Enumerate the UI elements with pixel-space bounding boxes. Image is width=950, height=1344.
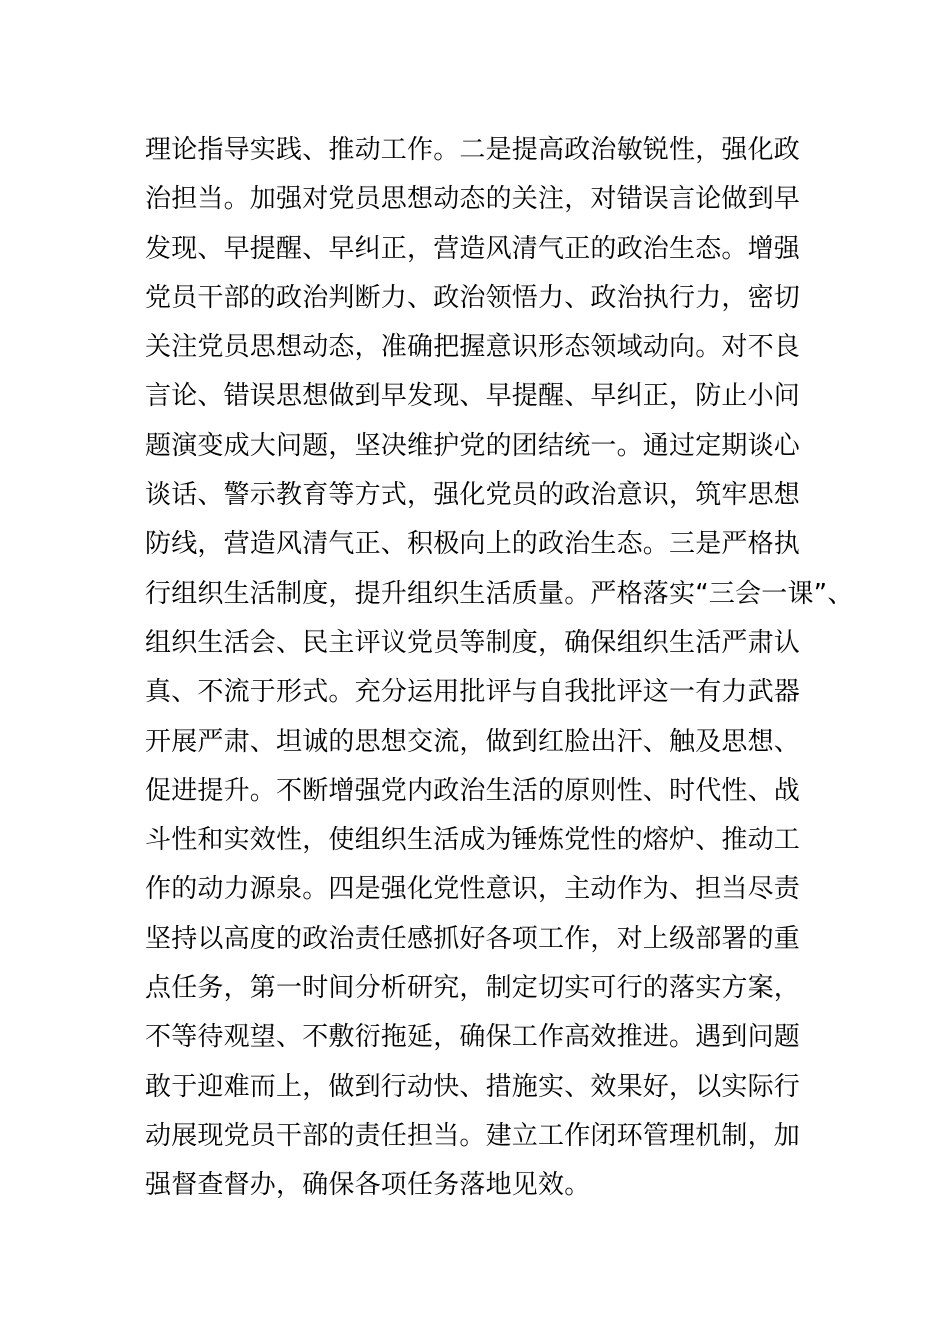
text-line: 组织生活会、民主评议党员等制度，确保组织生活严肃认 (145, 627, 801, 658)
text-line: 开展严肃、坦诚的思想交流，做到红脸出汗、触及思想、 (145, 726, 801, 757)
text-line: 点任务，第一时间分析研究，制定切实可行的落实方案， (145, 973, 801, 1004)
text-line: 不等待观望、不敷衍拖延，确保工作高效推进。遇到问题 (145, 1022, 801, 1053)
text-line: 发现、早提醒、早纠正，营造风清气正的政治生态。增强 (145, 233, 801, 264)
text-line: 党员干部的政治判断力、政治领悟力、政治执行力，密切 (145, 282, 801, 313)
text-line: 斗性和实效性，使组织生活成为锤炼党性的熔炉、推动工 (145, 825, 801, 856)
text-line: 敢于迎难而上，做到行动快、措施实、效果好，以实际行 (145, 1071, 801, 1102)
text-line: 关注党员思想动态，准确把握意识形态领域动向。对不良 (145, 332, 801, 363)
text-line: 行组织生活制度，提升组织生活质量。严格落实“三会一课”、 (145, 578, 854, 609)
text-line: 防线，营造风清气正、积极向上的政治生态。三是严格执 (145, 529, 801, 560)
text-line: 作的动力源泉。四是强化党性意识，主动作为、担当尽责 (145, 874, 801, 905)
text-line: 真、不流于形式。充分运用批评与自我批评这一有力武器 (145, 677, 801, 708)
text-line: 动展现党员干部的责任担当。建立工作闭环管理机制，加 (145, 1120, 801, 1151)
text-line: 言论、错误思想做到早发现、早提醒、早纠正，防止小问 (145, 381, 801, 412)
text-line: 治担当。加强对党员思想动态的关注，对错误言论做到早 (145, 184, 801, 215)
text-line: 坚持以高度的政治责任感抓好各项工作，对上级部署的重 (145, 923, 801, 954)
text-line: 题演变成大问题，坚决维护党的团结统一。通过定期谈心 (145, 430, 801, 461)
text-line: 理论指导实践、推动工作。二是提高政治敏锐性，强化政 (145, 135, 801, 165)
text-line: 促进提升。不断增强党内政治生活的原则性、时代性、战 (145, 775, 801, 806)
text-line: 强督查督办，确保各项任务落地见效。 (145, 1170, 591, 1201)
body-paragraph (145, 126, 854, 1211)
text-line: 谈话、警示教育等方式，强化党员的政治意识，筑牢思想 (145, 480, 801, 511)
